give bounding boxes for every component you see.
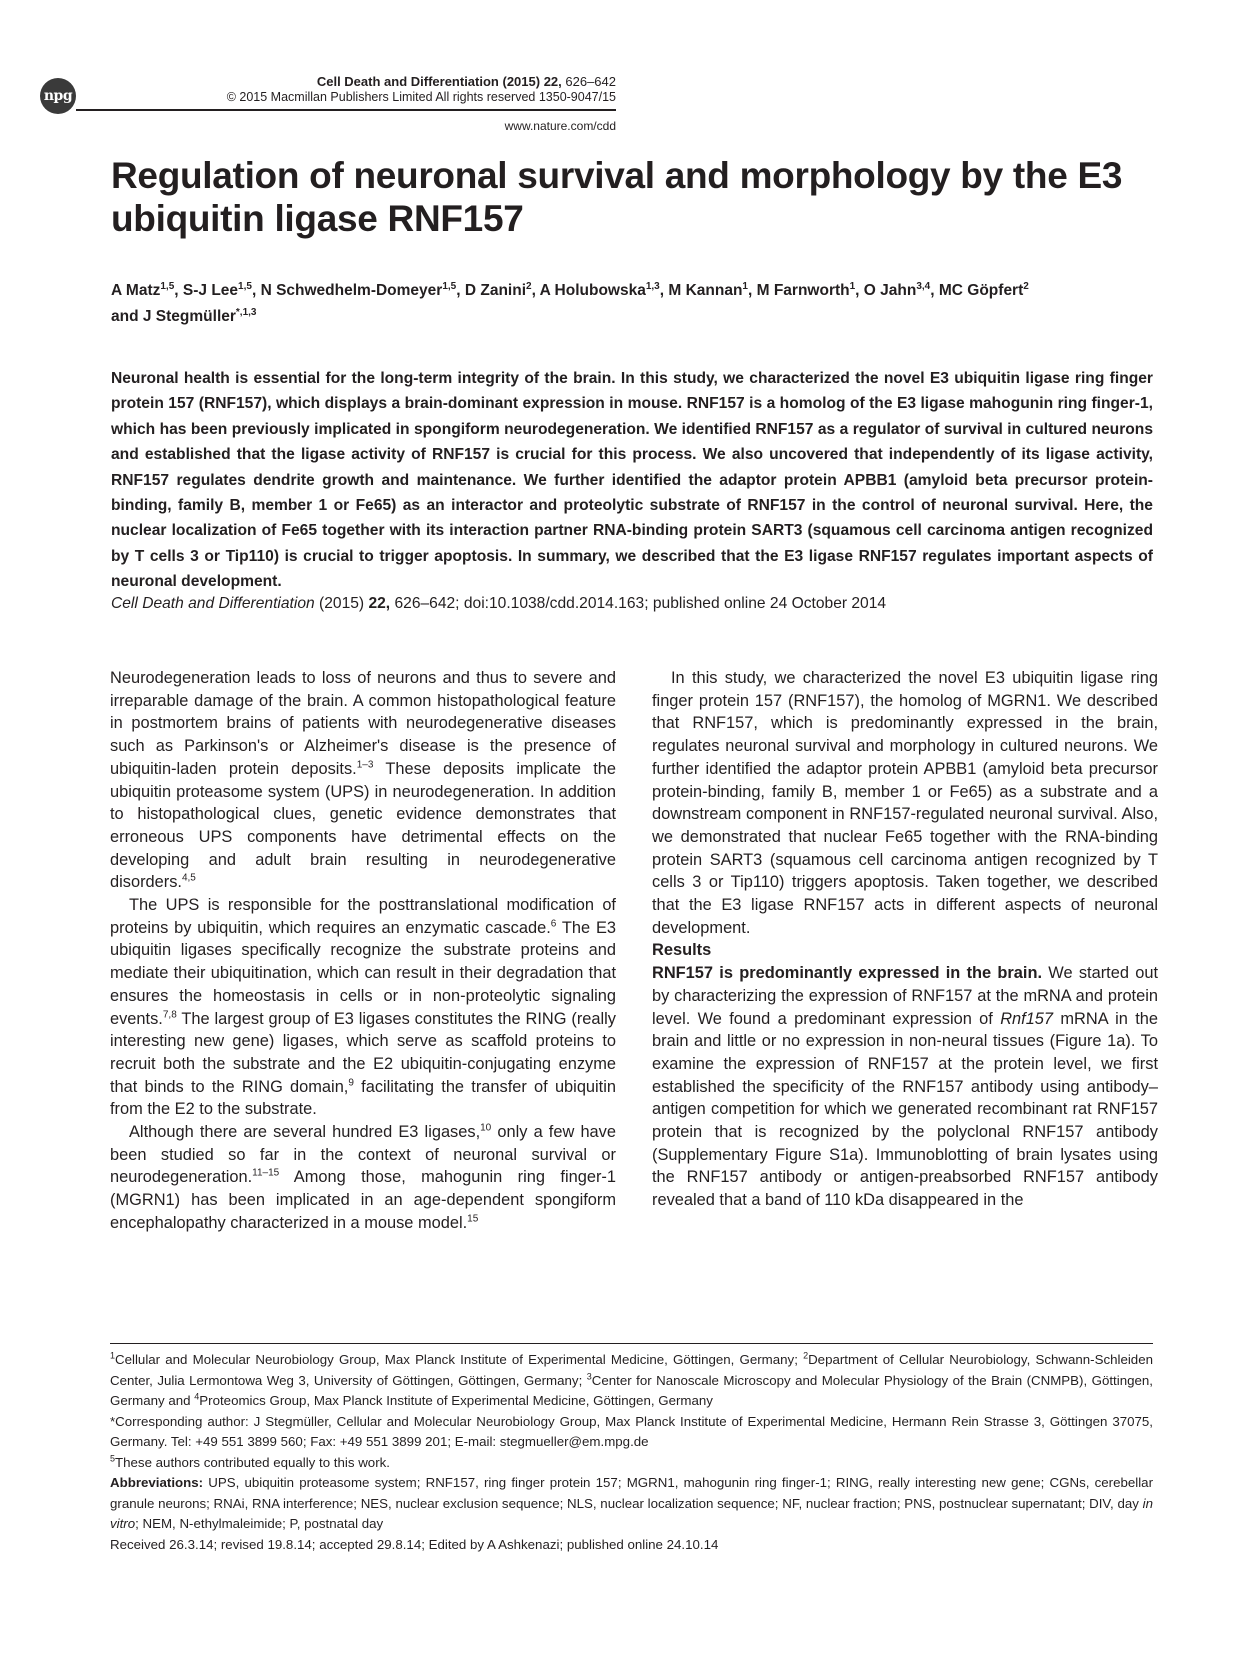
received-dates: Received 26.3.14; revised 19.8.14; accepted 29.8.14; Edited by A Ashkenazi; published online 24.10.14 <box>110 1536 719 1552</box>
journal-year-volume: (2015) 22, <box>502 74 562 89</box>
author: M Kannan$^1$ <box>668 280 748 299</box>
reference-link[interactable]: 4,5 <box>181 872 196 884</box>
journal-pages: 626–642 <box>561 74 616 89</box>
journal-citation-line <box>180 74 616 89</box>
body-column-left <box>110 667 616 1235</box>
author: MC Göpfert$^2$ <box>938 280 1029 299</box>
reference-link[interactable]: 15 <box>467 1213 479 1225</box>
body-column-right <box>652 667 1158 1212</box>
journal-header <box>180 74 616 105</box>
author: S-J Lee$^{1,5}$ <box>182 280 252 299</box>
author: M Farnworth$^1$ <box>756 280 856 299</box>
author: A Matz$^{1,5}$ <box>111 280 175 299</box>
reference-link[interactable]: 11–15 <box>252 1168 280 1179</box>
journal-name: Cell Death and Differentiation <box>316 74 499 89</box>
subsection-run-head: RNF157 is predominantly expressed in the brain. <box>652 964 1043 983</box>
author: D Zanini$^2$ <box>464 280 532 299</box>
footnote-rule <box>110 1343 1153 1344</box>
reference-link[interactable]: 1–3 <box>356 759 374 771</box>
author-corresponding: J Stegmüller$^{*,1,3}$ <box>142 306 257 325</box>
body-paragraph: RNF157 is predominantly expressed in the brain. We started out by characterizing the expression of RNF157 at the mRNA and protein level. We found a predominant expression of Rnf157 mRNA in the brain and little or no expression in non-neural tissues (Figure 1a). To examine the expression of RNF157 at the protein level, we first established the specificity of the RNF157 antibody using antibody–antigen competition for which we generated recombinant rat RNF157 protein that is recognized by the polyclonal RNF157 antibody (Supplementary Figure S1a). Immunoblotting of brain lysates using the RNF157 antibody or antigen-preabsorbed RNF157 antibody revealed that a band of 110 kDa disappeared in the <box>652 964 1158 1210</box>
section-heading-results: Results <box>652 941 712 960</box>
corresponding-author: *Corresponding author: J Stegmüller, Cellular and Molecular Neurobiology Group, Max Planck Institute of Experimental Medicine, Hermann Rein Strasse 3, Göttingen 37075, Germany. Tel: +49 551 3899 560; Fax: +49 551 3899 201; E-mail: stegmueller@em.mpg.de <box>110 1413 1153 1449</box>
header-rule <box>76 109 616 111</box>
npg-logo: npg <box>40 78 76 114</box>
abbreviations: Abbreviations: UPS, ubiquitin proteasome system; RNF157, ring finger protein 157; MGRN1, mahogunin ring finger-1; RING, really interesting new gene; CGNs, cerebellar granule neurons; RNAi, RNA interference; NES, nuclear exclusion sequence; NLS, nuclear localization sequence; NF, nuclear fraction; PNS, postnuclear supernatant; DIV, day in vitro; NEM, N-ethylmaleimide; P, postnatal day <box>110 1475 1153 1531</box>
author-list: A Matz$^{1,5}$, S-J Lee$^{1,5}$, N Schwedhelm-Domeyer$^{1,5}$, D Zanini$^2$, A Holubowska$^{1,3}$, M Kannan$^1$, M Farnworth$^1$, O Jahn$^{3,4}$, MC Göpfert$^2$ and J Stegmüller$^{*,1,3}$ <box>111 280 1029 325</box>
author: A Holubowska$^{1,3}$ <box>539 280 660 299</box>
reference-link[interactable]: 10 <box>480 1122 492 1134</box>
author: N Schwedhelm-Domeyer$^{1,5}$ <box>260 280 457 299</box>
body-paragraph: The UPS is responsible for the posttranslational modification of proteins by ubiquitin, which requires an enzymatic cascade.$^6$ The E3 ubiquitin ligases specifically recognize the substrate proteins and mediate their ubiquitination, which can result in their degradation that ensures the homeostasis in cells or in non-proteolytic signaling events.$^{7,8}$ The largest group of E3 ligases constitutes the RING (really interesting new gene) ligases, which serve as scaffold proteins to recruit both the substrate and the E2 ubiquitin-conjugating enzyme that binds to the RING domain,$^9$ facilitating the transfer of ubiquitin from the E2 to the substrate. <box>110 896 616 1119</box>
affiliations: $^1$Cellular and Molecular Neurobiology Group, Max Planck Institute of Experimental Medicine, Göttingen, Germany; $^2$Department of Cellular Neurobiology, Schwann-Schleiden Center, Julia Lermontowa Weg 3, University of Göttingen, Göttingen, Germany; $^3$Center for Nanoscale Microscopy and Molecular Physiology of the Brain (CNMPB), Göttingen, Germany and $^4$Proteomics Group, Max Planck Institute of Experimental Medicine, Göttingen, Germany <box>110 1350 1153 1408</box>
journal-url-link[interactable]: www.nature.com/cdd <box>504 119 616 133</box>
reference-link[interactable]: 9 <box>348 1077 354 1089</box>
body-paragraph: Neurodegeneration leads to loss of neurons and thus to severe and irreparable damage of the brain. A common histopathological feature in postmortem brains of patients with neurodegenerative diseases such as Parkinson's or Alzheimer's disease is the presence of ubiquitin-laden protein deposits.$^{1-3}$ These deposits implicate the ubiquitin proteasome system (UPS) in neurodegeneration. In addition to histopathological clues, genetic evidence demonstrates that erroneous UPS components have detrimental effects on the developing and adult brain resulting in neurodegenerative disorders.$^{4,5}$ <box>110 669 617 892</box>
footnotes <box>110 1350 1153 1555</box>
article-citation: Cell Death and Differentiation (2015) 22, 626–642; doi:10.1038/cdd.2014.163; published online 24 October 2014 <box>111 595 887 612</box>
copyright-line: © 2015 Macmillan Publishers Limited All rights reserved 1350-9047/15 <box>226 90 616 104</box>
body-paragraph: Although there are several hundred E3 ligases,$^{10}$ only a few have been studied so far in the context of neuronal survival or neurodegeneration.$^{11-15}$ Among those, mahogunin ring finger-1 (MGRN1) has been implicated in an age-dependent spongiform encephalopathy characterized in a mouse model.$^{15}$ <box>110 1122 616 1232</box>
reference-link[interactable]: 7,8 <box>162 1009 177 1021</box>
article-title: Regulation of neuronal survival and morphology by the E3 ubiquitin ligase RNF157 <box>111 155 1123 239</box>
reference-link[interactable]: 6 <box>550 918 557 930</box>
abstract: Neuronal health is essential for the long-term integrity of the brain. In this study, we characterized the novel E3 ubiquitin ligase ring finger protein 157 (RNF157), which displays a brain-dominant expression in mouse. RNF157 is a homolog of the E3 ligase mahogunin ring finger-1, which has been previously implicated in spongiform neurodegeneration. We identified RNF157 as a regulator of survival in cultured neurons and established that the ligase activity of RNF157 is crucial for this process. We also uncovered that independently of its ligase activity, RNF157 regulates dendrite growth and maintenance. We further identified the adaptor protein APBB1 (amyloid beta precursor protein-binding, family B, member 1 or Fe65) as an interactor and proteolytic substrate of RNF157 in the control of neuronal survival. Here, the nuclear localization of Fe65 together with its interaction partner RNA-binding protein SART3 (squamous cell carcinoma antigen recognized by T cells 3 or Tip110) is crucial to trigger apoptosis. In summary, we described that the E3 ligase RNF157 regulates important aspects of neuronal development. <box>111 370 1153 591</box>
author: O Jahn$^{3,4}$ <box>863 280 931 299</box>
body-paragraph: In this study, we characterized the novel E3 ubiquitin ligase ring finger protein 157 (RNF157), the homolog of MGRN1. We described that RNF157, which is predominantly expressed in the brain, regulates neuronal survival and morphology in cultured neurons. We further identified the adaptor protein APBB1 (amyloid beta precursor protein-binding, family B, member 1 or Fe65) as a substrate and a downstream component in RNF157-regulated neuronal survival. Also, we demonstrated that nuclear Fe65 together with the RNA-binding protein SART3 (squamous cell carcinoma antigen recognized by T cells 3 or Tip110) triggers apoptosis. Taken together, we described that the E3 ligase RNF157 acts in different aspects of neuronal development. <box>652 669 1158 937</box>
equal-contribution-note: $^5$These authors contributed equally to this work. <box>110 1453 390 1470</box>
